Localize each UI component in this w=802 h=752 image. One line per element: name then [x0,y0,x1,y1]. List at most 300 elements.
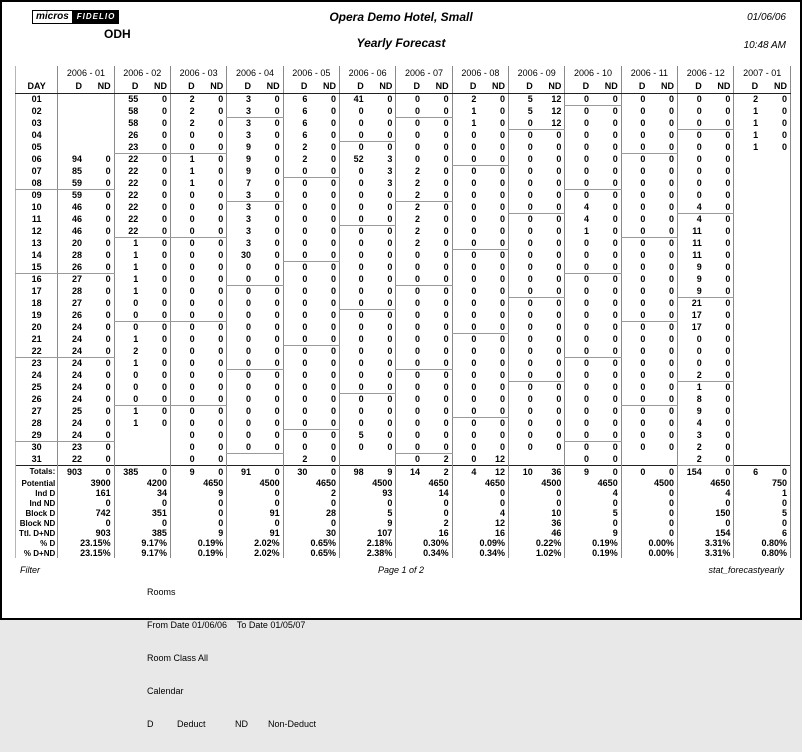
sub-header-d: D [565,80,597,93]
data-cell-d: 0 [509,165,541,177]
data-cell-nd: 12 [551,106,562,116]
summary-value: 0 [734,498,791,508]
data-cell-nd: 0 [387,394,393,405]
summary-value: 0 [396,498,452,508]
data-cell-d: 0 [283,309,315,321]
data-cell-d: 0 [339,225,371,237]
data-cell-nd [766,189,790,201]
data-cell-nd: 0 [500,382,506,392]
data-cell-d: 0 [170,201,202,213]
data-cell-nd: 3 [387,166,393,176]
data-cell-d: 0 [678,345,710,357]
day-label: 10 [16,201,58,213]
data-cell-d: 0 [452,273,484,285]
data-cell-d: 0 [565,285,597,297]
data-cell-d: 0 [565,129,597,141]
sub-header-nd: ND [653,80,677,93]
data-cell-nd: 0 [725,298,731,309]
summary-value: 4650 [396,478,452,488]
summary-label: Ind D [16,488,58,498]
data-cell-d: 4 [678,213,710,225]
data-cell-nd: 0 [669,250,675,260]
data-cell-nd: 0 [669,430,675,440]
data-cell-nd: 0 [556,238,562,248]
data-cell-d: 0 [283,249,315,261]
data-cell-nd: 0 [330,406,336,416]
data-cell-nd: 0 [105,190,111,201]
data-cell-d: 0 [452,165,484,177]
data-cell-nd [766,441,790,453]
data-cell-d: 9 [227,141,259,153]
data-cell-nd: 0 [146,309,170,321]
data-cell-d: 0 [565,105,597,117]
data-cell-d: 0 [565,297,597,309]
data-cell-d: 0 [339,165,371,177]
data-cell-nd: 0 [105,334,111,344]
data-cell-d: 0 [678,177,710,189]
data-cell-nd: 0 [725,154,731,164]
report-id: stat_forecastyearly [708,565,784,575]
data-cell-d [734,249,766,261]
summary-value: 23.15% [58,548,114,558]
summary-value: 5 [565,508,621,518]
data-cell-d: 0 [565,321,597,333]
data-cell-d: 22 [114,225,146,237]
summary-value: 36 [509,518,565,528]
data-cell-d [114,453,146,465]
data-cell-d: 0 [452,453,484,465]
day-label: 14 [16,249,58,261]
data-cell-d: 0 [509,237,541,249]
data-cell-d: 0 [565,237,597,249]
summary-value: 0.00% [621,538,677,548]
data-cell-nd: 0 [597,261,621,273]
data-cell-nd: 0 [500,190,506,200]
data-cell-nd: 0 [218,370,224,380]
data-cell-nd: 0 [443,166,449,176]
data-cell-nd: 0 [218,202,224,212]
data-cell-nd: 0 [161,166,167,176]
summary-value: 0.34% [452,548,508,558]
data-cell-d: 0 [170,249,202,261]
data-cell-nd: 0 [556,190,562,200]
day-label: 22 [16,345,58,357]
data-cell-d: 0 [452,429,484,441]
data-cell-d: 0 [509,417,541,429]
data-cell-d: 0 [509,297,541,309]
data-cell-nd: 0 [161,346,167,356]
data-cell-nd: 0 [161,322,167,333]
filter-line: Calendar [147,686,184,696]
data-cell-nd: 0 [274,406,280,416]
summary-value: 6 [734,528,791,538]
summary-value: 0.34% [396,548,452,558]
data-cell-nd: 0 [669,298,675,308]
data-cell-nd: 0 [330,142,336,152]
data-cell-nd: 0 [443,238,449,248]
data-cell-d: 0 [678,141,710,153]
data-cell-nd: 0 [766,117,790,129]
data-cell-d [734,381,766,393]
data-cell-nd: 0 [612,142,618,152]
data-cell-d: 3 [227,237,259,249]
data-cell-d: 0 [509,261,541,273]
data-cell-d: 0 [396,141,428,153]
data-cell-d: 27 [58,273,90,285]
data-cell-nd: 0 [203,141,227,153]
data-cell-d: 0 [621,345,653,357]
data-cell-d: 0 [565,381,597,393]
data-cell-d: 0 [283,285,315,297]
property-code: ODH [104,27,131,41]
data-cell-nd: 0 [161,250,167,260]
data-cell-d: 0 [283,273,315,285]
data-cell-nd: 0 [725,226,731,236]
data-cell-nd: 0 [161,334,167,344]
data-cell-d: 0 [170,369,202,381]
data-cell-nd: 0 [725,358,731,368]
data-cell-nd: 0 [387,238,393,248]
summary-total-d: 9 [170,465,202,478]
data-cell-nd: 0 [443,418,449,428]
data-cell-d: 0 [227,369,259,381]
data-cell-d: 1 [114,405,146,417]
data-cell-d: 0 [396,357,428,369]
data-cell-nd: 0 [387,358,393,368]
data-cell-nd [766,201,790,213]
data-cell-d: 0 [509,201,541,213]
data-cell-d: 0 [227,297,259,309]
data-cell-d: 0 [509,117,541,129]
sub-header-nd: ND [372,80,396,93]
data-cell-nd: 0 [500,418,506,429]
data-cell-nd: 0 [203,225,227,237]
data-cell-d: 0 [339,321,371,333]
data-cell-nd: 0 [218,298,224,308]
data-cell-d: 0 [452,297,484,309]
data-cell-nd: 0 [556,346,562,356]
summary-value: 28 [283,508,339,518]
data-cell-nd: 0 [274,166,280,176]
data-cell-d: 0 [170,429,202,441]
data-cell-nd: 0 [500,358,506,368]
data-cell-nd: 0 [259,357,283,369]
data-cell-nd: 0 [612,298,618,308]
data-cell-nd: 0 [330,130,336,140]
data-cell-d: 0 [170,225,202,237]
data-cell-nd: 0 [161,130,167,140]
data-cell-d [734,285,766,297]
data-cell-nd: 0 [653,393,677,405]
data-cell-nd: 0 [443,382,449,392]
data-cell-nd: 0 [218,274,224,284]
data-cell-nd: 0 [330,358,336,368]
data-cell-d: 1 [114,273,146,285]
data-cell-nd: 0 [146,141,170,153]
summary-value: 0 [565,498,621,508]
summary-total-d: 98 [339,465,371,478]
data-cell-nd [766,237,790,249]
data-cell-nd: 0 [500,106,506,116]
data-cell-d: 20 [58,237,90,249]
summary-value: 0 [114,518,170,528]
data-cell-nd: 0 [330,118,336,128]
data-cell-nd: 0 [387,274,393,284]
data-cell-d: 24 [58,369,90,381]
data-cell-d: 27 [58,297,90,309]
day-label: 09 [16,189,58,201]
data-cell-nd: 0 [161,106,167,116]
data-cell-nd: 0 [766,141,790,153]
data-cell-nd: 0 [443,298,449,308]
day-label: 29 [16,429,58,441]
data-cell-nd: 0 [274,382,280,392]
data-cell-nd: 0 [105,214,111,224]
data-cell-d: 0 [283,321,315,333]
summary-value: 0 [283,498,339,508]
data-cell-d: 0 [227,441,259,453]
data-cell-d: 0 [621,165,653,177]
summary-value: 0 [621,488,677,498]
data-cell-d: 2 [283,453,315,465]
data-cell-nd: 0 [218,346,224,356]
data-cell-nd: 0 [387,310,393,321]
summary-label: Ind ND [16,498,58,508]
data-cell-d: 0 [170,441,202,453]
data-cell-nd: 0 [274,394,280,404]
data-cell-d: 22 [114,201,146,213]
data-cell-nd: 0 [556,406,562,416]
summary-value: 0 [227,488,283,498]
month-header: 2007 - 01 [734,66,791,80]
data-cell-d: 0 [509,405,541,417]
data-cell-nd: 0 [105,274,111,285]
data-cell-d: 94 [58,153,90,165]
data-cell-d: 0 [114,321,146,333]
data-cell-d [734,393,766,405]
data-cell-nd: 0 [161,154,167,165]
data-cell-nd: 0 [556,418,562,428]
data-cell-d [58,105,90,117]
data-cell-d [734,357,766,369]
day-label: 30 [16,441,58,453]
summary-value: 4650 [565,478,621,488]
data-cell-d: 0 [114,309,146,321]
data-cell-nd: 0 [330,453,336,464]
summary-value: 16 [452,528,508,538]
data-cell-d: 24 [58,321,90,333]
data-cell-nd: 0 [556,334,562,344]
data-cell-d: 0 [339,273,371,285]
data-cell-d: 0 [509,393,541,405]
data-cell-nd: 0 [443,430,449,440]
data-cell-nd: 0 [218,430,224,440]
data-cell-nd: 0 [725,262,731,272]
data-cell-nd: 0 [443,142,449,152]
day-label: 21 [16,333,58,345]
data-cell-nd: 0 [387,286,393,296]
data-cell-d [734,369,766,381]
filter-block [147,565,316,752]
data-cell-nd: 0 [500,442,506,452]
data-cell-nd: 0 [669,358,675,368]
data-cell-nd: 0 [612,130,618,140]
data-cell-nd: 0 [330,286,336,296]
data-cell-nd: 0 [274,94,280,105]
summary-value: 12 [452,518,508,528]
data-cell-nd: 0 [556,214,562,225]
data-cell-nd: 0 [500,334,506,345]
data-cell-d: 0 [621,105,653,117]
data-cell-d: 24 [58,429,90,441]
data-cell-nd: 0 [653,141,677,153]
day-label: 03 [16,117,58,129]
data-cell-nd: 0 [443,370,449,381]
data-cell-nd: 0 [203,393,227,405]
data-cell-nd: 0 [612,406,618,416]
summary-value: 2.18% [339,538,395,548]
data-cell-nd: 0 [146,225,170,237]
summary-value: 93 [339,488,395,498]
data-cell-d: 0 [565,333,597,345]
data-cell-d: 0 [283,393,315,405]
data-cell-d: 11 [678,225,710,237]
data-cell-d: 11 [678,237,710,249]
data-cell-nd: 0 [330,346,336,357]
data-cell-nd: 0 [105,358,111,369]
data-cell-nd: 0 [725,166,731,176]
data-cell-d: 2 [396,213,428,225]
data-cell-nd: 0 [669,286,675,296]
data-cell-nd: 0 [387,202,393,212]
data-cell-d: 0 [339,189,371,201]
data-cell-d: 0 [565,417,597,429]
data-cell-d: 0 [452,189,484,201]
data-cell-d: 0 [283,225,315,237]
data-cell-d: 7 [227,177,259,189]
data-cell-d: 1 [114,285,146,297]
data-cell-nd: 0 [90,429,114,441]
data-cell-d: 0 [396,381,428,393]
data-cell-d: 4 [678,417,710,429]
data-cell-d: 0 [509,249,541,261]
data-cell-nd: 0 [330,322,336,332]
data-cell-d: 0 [509,369,541,381]
data-cell-nd: 0 [428,357,452,369]
data-cell-nd: 0 [387,322,393,332]
summary-label: Totals: [16,465,58,478]
data-cell-d: 0 [227,417,259,429]
data-cell-d: 0 [339,249,371,261]
data-cell-nd: 0 [105,226,111,236]
data-cell-nd: 0 [330,154,336,164]
data-cell-nd: 0 [725,190,731,200]
data-cell-d: 0 [170,345,202,357]
summary-total-d: 91 [227,465,259,478]
data-cell-nd: 0 [500,94,506,105]
data-cell-d [621,453,653,465]
data-cell-d: 0 [621,429,653,441]
data-cell-d: 2 [396,237,428,249]
data-cell-nd: 0 [203,309,227,321]
data-cell-d: 0 [170,321,202,333]
data-cell-d: 0 [452,405,484,417]
data-cell-nd: 0 [218,358,224,368]
data-cell-d: 0 [396,309,428,321]
data-cell-nd: 0 [669,346,675,356]
sub-header-nd: ND [203,80,227,93]
data-cell-nd: 0 [218,453,224,464]
data-cell-nd: 0 [597,177,621,189]
summary-label: Block ND [16,518,58,528]
data-cell-nd: 0 [387,442,393,452]
summary-value: 9.17% [114,548,170,558]
summary-value: 46 [509,528,565,538]
data-cell-d: 0 [509,333,541,345]
data-cell-nd: 0 [612,286,618,296]
data-cell-nd: 0 [274,142,280,152]
data-cell-nd: 0 [387,94,393,105]
data-cell-nd: 0 [500,274,506,284]
summary-total-d: 30 [283,465,315,478]
data-cell-nd: 0 [725,430,731,440]
data-cell-nd: 0 [218,334,224,344]
summary-value: 0.65% [283,538,339,548]
data-cell-nd: 0 [500,118,506,128]
data-cell-nd: 0 [387,118,393,128]
data-cell-nd [90,117,114,129]
data-cell-d: 0 [678,129,710,141]
data-cell-d: 0 [227,321,259,333]
data-cell-d: 1 [734,141,766,153]
data-cell-nd: 0 [90,261,114,273]
data-cell-nd [766,429,790,441]
data-cell-nd: 0 [161,298,167,308]
data-cell-nd: 0 [612,226,618,236]
data-cell-nd: 0 [725,274,731,284]
data-cell-d: 2 [396,177,428,189]
data-cell-nd: 0 [556,442,562,452]
data-cell-nd: 0 [387,106,393,116]
data-cell-nd: 0 [669,154,675,165]
summary-value: 0 [678,498,734,508]
data-cell-nd: 3 [387,178,393,188]
data-cell-nd: 0 [218,154,224,165]
data-cell-d: 0 [565,153,597,165]
data-cell-d: 1 [678,381,710,393]
data-cell-d: 55 [114,93,146,105]
day-label: 08 [16,177,58,189]
data-cell-nd: 0 [161,262,167,272]
data-cell-nd: 0 [443,214,449,224]
data-cell-nd: 0 [161,370,167,380]
data-cell-nd: 0 [161,358,167,368]
day-label: 19 [16,309,58,321]
data-cell-d: 0 [396,369,428,381]
data-cell-d: 0 [170,309,202,321]
month-header: 2006 - 08 [452,66,508,80]
data-cell-nd: 0 [259,441,283,453]
data-cell-nd: 0 [218,418,224,428]
month-header: 2006 - 02 [114,66,170,80]
summary-value: 0.30% [396,538,452,548]
data-cell-d: 0 [339,261,371,273]
data-cell-d: 0 [170,129,202,141]
data-cell-d: 17 [678,321,710,333]
data-cell-nd: 0 [105,442,111,453]
day-label: 24 [16,369,58,381]
data-cell-d: 0 [396,273,428,285]
